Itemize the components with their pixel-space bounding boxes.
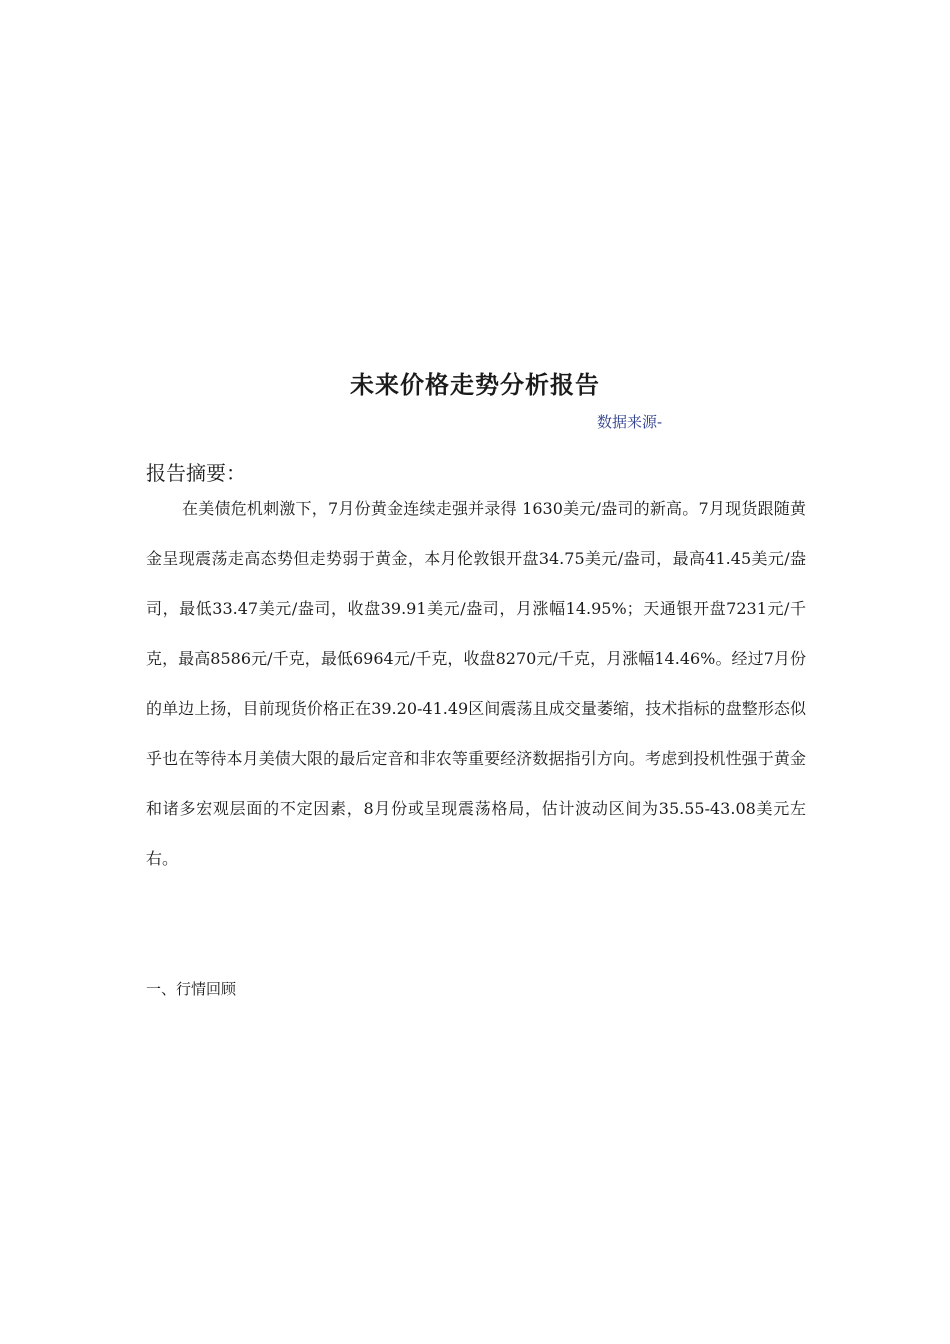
section-heading-market-review: 一、行情回顾 xyxy=(146,980,237,998)
abstract-paragraph: 在美债危机刺激下，7月份黄金连续走强并录得 1630美元/盎司的新高。7月现货跟随黄金呈现震荡走高态势但走势弱于黄金，本月伦敦银开盘34.75美元/盎司，最高41.45美元/盎司，最低33.47美元/盎司，收盘39.91美元/盎司，月涨幅14.95%；天通银开盘7231元/千克，最高8586元/千克，最低6964元/千克，收盘8270元/千克，月涨幅14.46%。经过7月份的单边上扬，目前现货价格正在39.20-41.49区间震荡且成交量萎缩，技术指标的盘整形态似乎也在等待本月美债大限的最后定音和非农等重要经济数据指引方向。考虑到投机性强于黄金和诸多宏观层面的不定因素，8月份或呈现震荡格局，估计波动区间为35.55-43.08美元左右。 xyxy=(146,499,806,868)
abstract-heading: 报告摘要： xyxy=(146,461,246,485)
report-title: 未来价格走势分析报告 xyxy=(350,370,600,399)
data-source-label: 数据来源- xyxy=(597,413,663,431)
